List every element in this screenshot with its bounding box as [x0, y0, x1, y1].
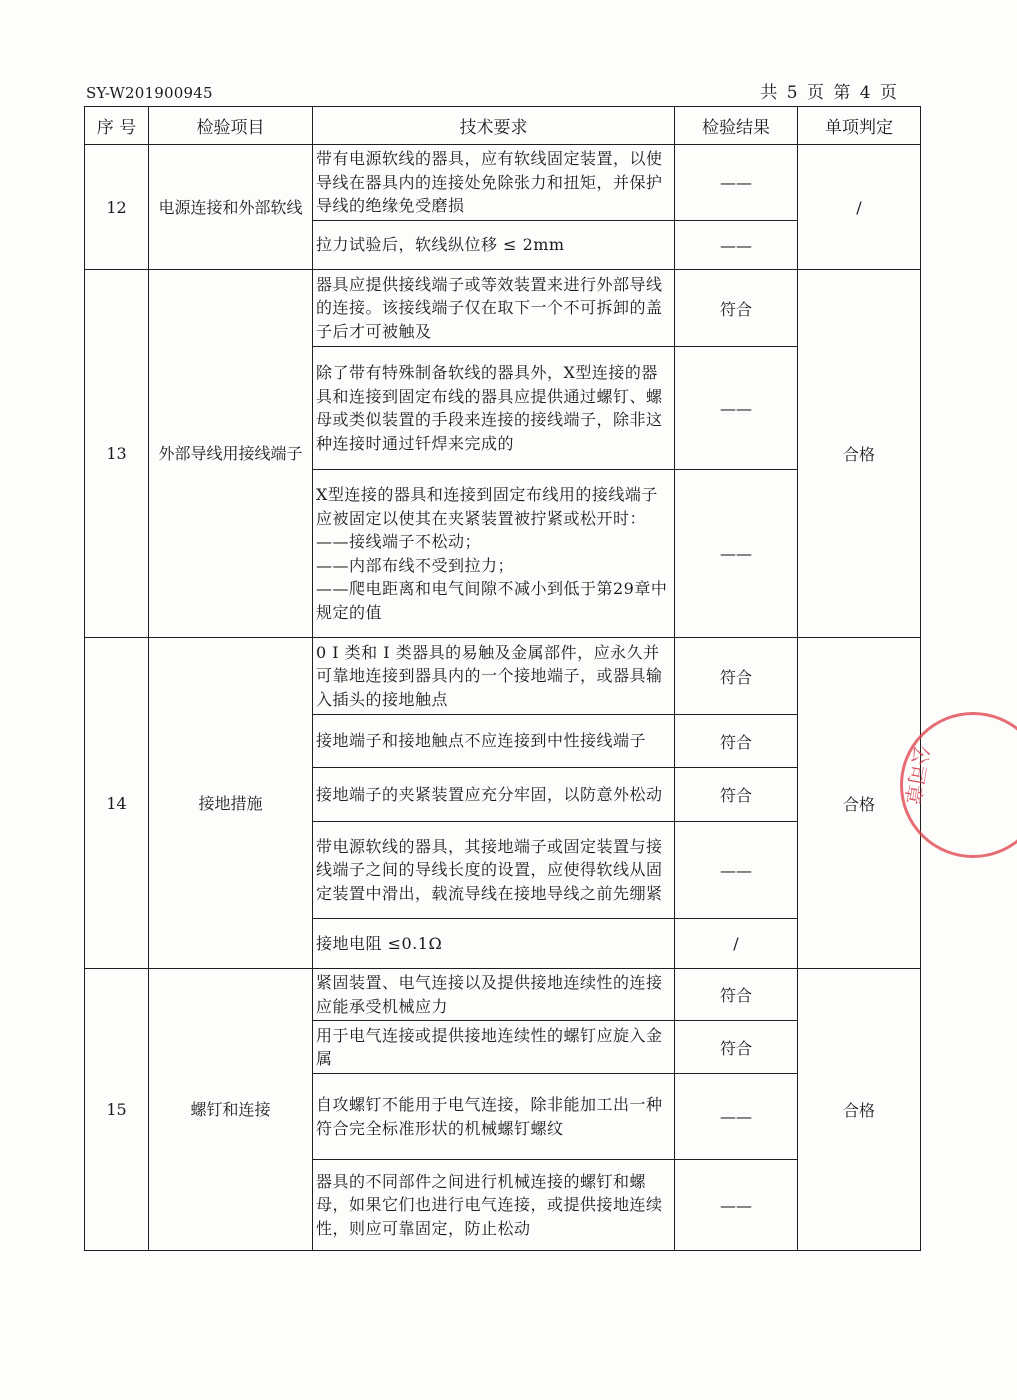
header-item: 检验项目: [149, 107, 313, 145]
requirement-text: 带电源软线的器具，其接地端子或固定装置与接线端子之间的导线长度的设置，应使得软线从固定装置中滑出，载流导线在接地导线之前先绷紧: [313, 822, 675, 919]
page-indicator: 共 5 页 第 4 页: [760, 83, 899, 103]
result-value: 符合: [675, 270, 798, 347]
requirement-text: 接地端子的夹紧装置应充分牢固，以防意外松动: [313, 768, 675, 822]
row-number: 12: [85, 145, 149, 270]
header-requirement: 技术要求: [313, 107, 675, 145]
requirement-text: 紧固装置、电气连接以及提供接地连续性的连接应能承受机械应力: [313, 969, 675, 1021]
table-row: [85, 270, 921, 347]
header-result: 检验结果: [675, 107, 798, 145]
requirement-text: 带有电源软线的器具，应有软线固定装置，以使导线在器具内的连接处免除张力和扭矩，并保护导线的绝缘免受磨损: [313, 145, 675, 221]
inspection-table: [84, 106, 921, 1251]
result-value: ——: [675, 221, 798, 270]
row-number: 14: [85, 638, 149, 969]
requirement-text: 用于电气连接或提供接地连续性的螺钉应旋入金属: [313, 1021, 675, 1074]
row-number: 13: [85, 270, 149, 638]
requirement-text: 0 I 类和 I 类器具的易触及金属部件，应永久并可靠地连接到器具内的一个接地端子，或器具输入插头的接地触点: [313, 638, 675, 715]
table-row: [85, 145, 921, 221]
header-no: 序 号: [85, 107, 149, 145]
result-value: ——: [675, 145, 798, 221]
seal-text: 公司章: [900, 743, 935, 807]
result-value: 符合: [675, 1021, 798, 1074]
verdict-value: 合格: [798, 969, 921, 1251]
result-value: 符合: [675, 768, 798, 822]
requirement-text: 接地电阻 ≤0.1Ω: [313, 919, 675, 969]
document-number: SY-W201900945: [86, 84, 213, 102]
result-value: 符合: [675, 715, 798, 768]
row-number: 15: [85, 969, 149, 1251]
verdict-value: 合格: [798, 270, 921, 638]
result-value: ——: [675, 470, 798, 638]
item-name: 外部导线用接线端子: [149, 270, 313, 638]
requirement-text: 除了带有特殊制备软线的器具外，X型连接的器具和连接到固定布线的器具应提供通过螺钉、螺母或类似装置的手段来连接的接线端子，除非这种连接时通过钎焊来完成的: [313, 347, 675, 470]
table-row: [85, 638, 921, 715]
requirement-text: 器具的不同部件之间进行机械连接的螺钉和螺母，如果它们也进行电气连接，或提供接地连续性，则应可靠固定，防止松动: [313, 1160, 675, 1251]
item-name: 电源连接和外部软线: [149, 145, 313, 270]
requirement-text: 拉力试验后，软线纵位移 ≤ 2mm: [313, 221, 675, 270]
result-value: ——: [675, 347, 798, 470]
requirement-text: X型连接的器具和连接到固定布线用的接线端子应被固定以使其在夹紧装置被拧紧或松开时： ——接线端子不松动； ——内部布线不受到拉力； ——爬电距离和电气间隙不减小到低于第29章中规定的值: [313, 470, 675, 638]
result-value: 符合: [675, 638, 798, 715]
header-verdict: 单项判定: [798, 107, 921, 145]
table-header-row: [85, 107, 921, 145]
result-value: ——: [675, 1074, 798, 1160]
verdict-value: 合格: [798, 638, 921, 969]
requirement-text: 自攻螺钉不能用于电气连接，除非能加工出一种符合完全标准形状的机械螺钉螺纹: [313, 1074, 675, 1160]
result-value: ——: [675, 1160, 798, 1251]
item-name: 接地措施: [149, 638, 313, 969]
item-name: 螺钉和连接: [149, 969, 313, 1251]
requirement-text: 器具应提供接线端子或等效装置来进行外部导线的连接。该接线端子仅在取下一个不可拆卸的盖子后才可被触及: [313, 270, 675, 347]
result-value: /: [675, 919, 798, 969]
result-value: ——: [675, 822, 798, 919]
requirement-text: 接地端子和接地触点不应连接到中性接线端子: [313, 715, 675, 768]
table-row: [85, 969, 921, 1021]
result-value: 符合: [675, 969, 798, 1021]
verdict-value: /: [798, 145, 921, 270]
